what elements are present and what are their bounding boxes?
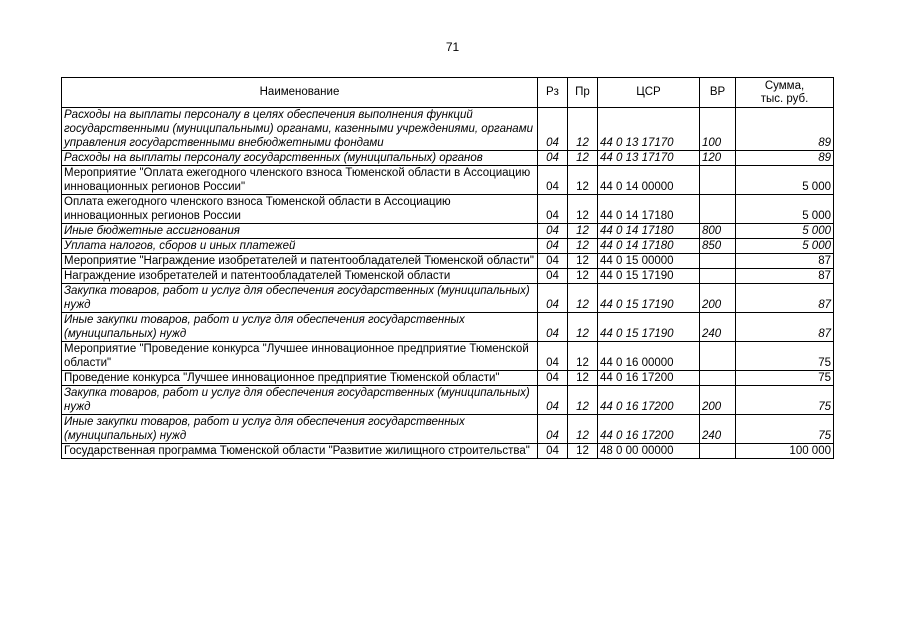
- cell-pr: 12: [568, 444, 598, 459]
- cell-name: Уплата налогов, сборов и иных платежей: [62, 239, 538, 254]
- cell-vr: 800: [700, 224, 736, 239]
- cell-csr: 44 0 16 17200: [598, 386, 700, 415]
- header-sum-line2: тыс. руб.: [760, 92, 809, 105]
- header-rz: Рз: [538, 78, 568, 108]
- cell-rz: 04: [538, 371, 568, 386]
- table-row: [62, 224, 834, 239]
- cell-csr: 44 0 15 17190: [598, 284, 700, 313]
- cell-pr: 12: [568, 269, 598, 284]
- table-row: [62, 444, 834, 459]
- cell-vr: 240: [700, 313, 736, 342]
- cell-vr: 240: [700, 415, 736, 444]
- cell-name: Иные закупки товаров, работ и услуг для обеспечения государственных (муниципальных) нужд: [62, 313, 538, 342]
- cell-csr: 44 0 14 00000: [598, 166, 700, 195]
- header-vr: ВР: [700, 78, 736, 108]
- cell-pr: 12: [568, 239, 598, 254]
- budget-table: [61, 77, 834, 459]
- table-row: [62, 239, 834, 254]
- cell-pr: 12: [568, 313, 598, 342]
- cell-name: Мероприятие "Проведение конкурса "Лучшее инновационное предприятие Тюменской области": [62, 342, 538, 371]
- cell-vr: [700, 166, 736, 195]
- cell-csr: 44 0 14 17180: [598, 224, 700, 239]
- table-row: [62, 313, 834, 342]
- cell-rz: 04: [538, 313, 568, 342]
- cell-name: Закупка товаров, работ и услуг для обеспечения государственных (муниципальных) нужд: [62, 386, 538, 415]
- cell-name: Иные бюджетные ассигнования: [62, 224, 538, 239]
- cell-vr: [700, 444, 736, 459]
- cell-csr: 48 0 00 00000: [598, 444, 700, 459]
- cell-pr: 12: [568, 386, 598, 415]
- cell-sum: 87: [736, 284, 834, 313]
- cell-name: Оплата ежегодного членского взноса Тюменской области в Ассоциацию инновационных регионов России: [62, 195, 538, 224]
- table-row: [62, 151, 834, 166]
- cell-pr: 12: [568, 371, 598, 386]
- cell-csr: 44 0 16 17200: [598, 415, 700, 444]
- cell-rz: 04: [538, 269, 568, 284]
- cell-rz: 04: [538, 415, 568, 444]
- cell-csr: 44 0 14 17180: [598, 195, 700, 224]
- cell-csr: 44 0 16 17200: [598, 371, 700, 386]
- cell-name: Мероприятие "Оплата ежегодного членского взноса Тюменской области в Ассоциацию инновационных регионов России": [62, 166, 538, 195]
- cell-vr: [700, 371, 736, 386]
- table-header-row: [62, 78, 834, 108]
- cell-vr: 200: [700, 284, 736, 313]
- cell-vr: 200: [700, 386, 736, 415]
- cell-sum: 87: [736, 254, 834, 269]
- cell-rz: 04: [538, 284, 568, 313]
- table-row: [62, 195, 834, 224]
- cell-sum: 75: [736, 342, 834, 371]
- cell-pr: 12: [568, 342, 598, 371]
- cell-rz: 04: [538, 166, 568, 195]
- cell-sum: 75: [736, 386, 834, 415]
- cell-vr: [700, 195, 736, 224]
- table-row: [62, 342, 834, 371]
- cell-vr: [700, 269, 736, 284]
- cell-sum: 89: [736, 151, 834, 166]
- cell-csr: 44 0 15 17190: [598, 313, 700, 342]
- table-row: [62, 269, 834, 284]
- cell-csr: 44 0 13 17170: [598, 108, 700, 151]
- cell-name: Расходы на выплаты персоналу государственных (муниципальных) органов: [62, 151, 538, 166]
- cell-vr: 100: [700, 108, 736, 151]
- cell-pr: 12: [568, 195, 598, 224]
- cell-sum: 75: [736, 371, 834, 386]
- cell-rz: 04: [538, 239, 568, 254]
- cell-sum: 87: [736, 313, 834, 342]
- header-sum: [736, 78, 834, 108]
- cell-rz: 04: [538, 254, 568, 269]
- cell-vr: 120: [700, 151, 736, 166]
- cell-name: Проведение конкурса "Лучшее инновационное предприятие Тюменской области": [62, 371, 538, 386]
- cell-sum: 75: [736, 415, 834, 444]
- header-sum-line1: Сумма,: [764, 79, 805, 92]
- cell-name: Иные закупки товаров, работ и услуг для обеспечения государственных (муниципальных) нужд: [62, 415, 538, 444]
- cell-pr: 12: [568, 151, 598, 166]
- cell-sum: 5 000: [736, 195, 834, 224]
- cell-csr: 44 0 13 17170: [598, 151, 700, 166]
- cell-csr: 44 0 16 00000: [598, 342, 700, 371]
- cell-pr: 12: [568, 284, 598, 313]
- cell-name: Расходы на выплаты персоналу в целях обеспечения выполнения функций государственными (муниципальными) органами, казенными учреждениями, органами управления государственными внебюджетными фондами: [62, 108, 538, 151]
- cell-sum: 89: [736, 108, 834, 151]
- page-number: 71: [445, 40, 460, 54]
- table-row: [62, 371, 834, 386]
- cell-csr: 44 0 15 17190: [598, 269, 700, 284]
- table-row: [62, 108, 834, 151]
- cell-rz: 04: [538, 195, 568, 224]
- table-row: [62, 254, 834, 269]
- cell-csr: 44 0 15 00000: [598, 254, 700, 269]
- cell-sum: 5 000: [736, 239, 834, 254]
- cell-pr: 12: [568, 254, 598, 269]
- cell-pr: 12: [568, 108, 598, 151]
- table-row: [62, 284, 834, 313]
- cell-sum: 5 000: [736, 224, 834, 239]
- cell-rz: 04: [538, 342, 568, 371]
- cell-pr: 12: [568, 415, 598, 444]
- cell-name: Награждение изобретателей и патентообладателей Тюменской области: [62, 269, 538, 284]
- cell-rz: 04: [538, 444, 568, 459]
- cell-vr: [700, 254, 736, 269]
- cell-rz: 04: [538, 151, 568, 166]
- cell-pr: 12: [568, 166, 598, 195]
- cell-sum: 5 000: [736, 166, 834, 195]
- cell-name: Мероприятие "Награждение изобретателей и патентообладателей Тюменской области": [62, 254, 538, 269]
- cell-vr: [700, 342, 736, 371]
- header-csr: ЦСР: [598, 78, 700, 108]
- header-name: Наименование: [62, 78, 538, 108]
- cell-sum: 87: [736, 269, 834, 284]
- header-pr: Пр: [568, 78, 598, 108]
- cell-name: Закупка товаров, работ и услуг для обеспечения государственных (муниципальных) нужд: [62, 284, 538, 313]
- cell-csr: 44 0 14 17180: [598, 239, 700, 254]
- cell-name: Государственная программа Тюменской области "Развитие жилищного строительства": [62, 444, 538, 459]
- cell-rz: 04: [538, 386, 568, 415]
- cell-vr: 850: [700, 239, 736, 254]
- cell-rz: 04: [538, 108, 568, 151]
- table-row: [62, 386, 834, 415]
- cell-pr: 12: [568, 224, 598, 239]
- cell-sum: 100 000: [736, 444, 834, 459]
- table-row: [62, 166, 834, 195]
- table-row: [62, 415, 834, 444]
- cell-rz: 04: [538, 224, 568, 239]
